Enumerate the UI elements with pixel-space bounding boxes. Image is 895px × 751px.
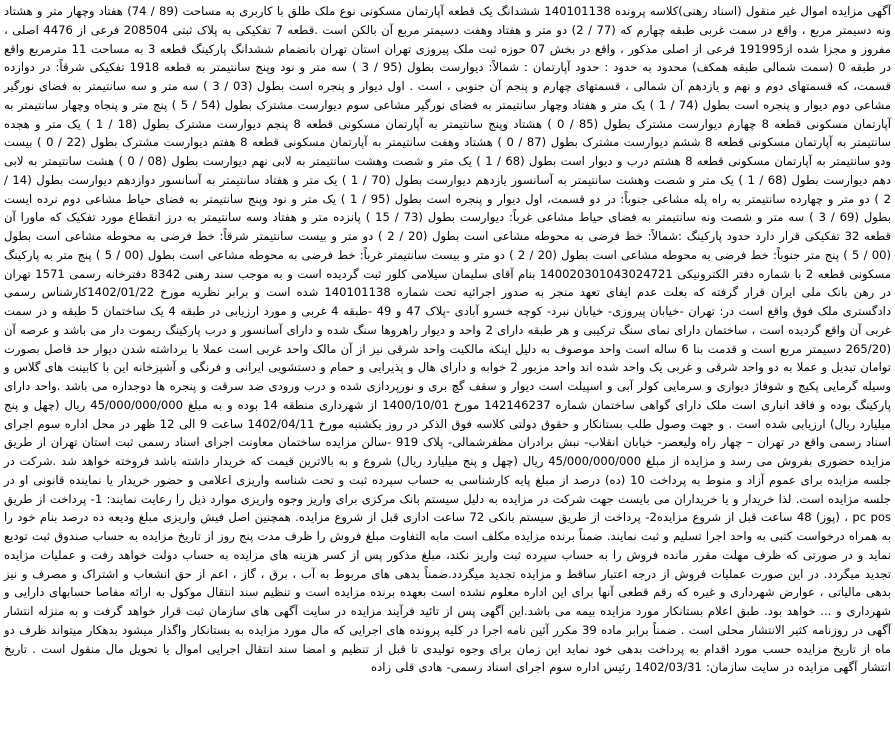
auction-notice-body-text: آگهی مزایده اموال غیر منقول (اسناد رهنی)کلاسه پرونده 140101138 ششدانگ یک قطعه آپارتمان مسکونی نوع ملک طلق با کاربری به مساحت (89 / 74) هفتاد وچهار متر و هشتاد ونه دسیمتر مربع ، واقع در سمت غربی طبقه چهارم که (77 / 2) دو متر و هفتاد وهفت دسیمتر مربع آن بالکن است .قطعه 7 تفکیکی به پلاک ثبتی 208504 فرعی از 4476 اصلی ، مفروز و مجزا شده از191995 فرعی از اصلی مذکور ، واقع در بخش 07 حوزه ثبت ملک پیروزی تهران استان تهران بانضمام ششدانگ پارکینگ قطعه 3 به مساحت 11 مترمربع واقع در طبقه 0 (سمت شمالی طبقه همکف) محدود به حدود : حدود آپارتمان : شمالاً: دیوارست بطول (95 / 3 ) سه متر و نود وپنج سانتیمتر به قطعه 1918 تفکیکی شرقاً: در دوازده قسمت، که قسمتهای دوم و نهم و یازدهم آن شمالی ، قسمتهای چهارم و پنجم آن جنوبی ، است . اول دیوار و پنجره است بطول (03 / 3 ) سه متر و سه سانتیمتر به فضای نورگیر مشاعی دوم دیوار و پنجره است بطول (74 / 1 ) یک متر و هفتاد وچهار سانتیمتر به فضای نورگیر مشاعی سوم دیوارست مشترک بطول (54 / 5 ) پنج متر و پنجاه وچهار سانتیمتر به آپارتمان مسکونی قطعه 8 چهارم دیوارست مشترک بطول (85 / 0 ) هشتاد وپنج سانتیمتر به آپارتمان مسکونی قطعه 8 پنجم دیوارست مشترک بطول (18 / 1 ) یک متر و هجده سانتیمتر به آپارتمان مسکونی قطعه 8 ششم دیوارست مشترک بطول (87 / 0 ) هشتاد وهفت سانتیمتر به آپارتمان مسکونی قطعه 8 هفتم دیوارست مشترک بطول (22 / 0 ) بیست ودو سانتیمتر به آپارتمان مسکونی قطعه 8 هشتم درب و دیوار است بطول (68 / 1 ) یک متر و شصت وهشت سانتیمتر به لابی نهم دیوارست بطول (08 / 0 ) هشت سانتیمتر به لابی دهم دیوارست بطول (68 / 1 ) یک متر و شصت وهشت سانتیمتر به آسانسور یازدهم دیوارست بطول (70 / 1 ) یک متر و هفتاد سانتیمتر به آسانسور دوازدهم دیوارست بطول (14 / 2 ) دو متر و چهارده سانتیمتر به راه پله مشاعی جنوباً: در دو قسمت، اول دیوار و پنجره است بطول (95 / 1 ) یک متر و نود وپنج سانتیمتر به فضای حیاط مشاعی دوم نرده ایست بطول (69 / 3 ) سه متر و شصت ونه سانتیمتر به فضای حیاط مشاعی غرباً: دیوارست بطول (73 / 15 ) پانزده متر و هفتاد وسه سانتیمتر به درز انقطاع مورد تفکیک که ماورا آن قطعه 32 تفکیکی قرار دارد حدود پارکینگ :شمالاً: خط فرضی به محوطه مشاعی است بطول (20 / 2 ) دو متر و بیست سانتیمتر شرقاً: خط فرضی به محوطه مشاعی است بطول (00 / 5 ) پنج متر جنوباً: خط فرضی به محوطه مشاعی است بطول (20 / 2 ) دو متر و بیست سانتیمتر غرباً: خط فرضی به محوطه مشاعی است بطول (00 / 5 ) پنج متر به پارکینگ مسکونی قطعه 2 با شماره دفتر الکترونیکی 140020301043024721 بنام آقای سلیمان سیلامی کلور ثبت گردیده است و به موجب سند رهنی 8342 دفترخانه رسمی 1571 تهران در رهن بانک ملی ایران قرار گرفته که بعلت عدم ایفای تعهد منجر به صدور اجرائیه تحت شماره 140101138 شده است و برابر نظریه مورخ 1402/01/22کارشناس رسمی دادگستری ملک فوق واقع است در: تهران -خیابان پیروزی- خیابان نبرد- کوچه خسرو آبادی -پلاک 47 و 49 -طبقه 4 غربی و مورد ارزیابی در طبقه 4 یک ساختمان 5 طبقه و در سمت غربی آن واقع گردیده است ، ساختمان دارای نمای سنگ ترکیبی و هر طبقه دارای 2 واحد و دیوار راهروها سنگ شده و دارای آسانسور و درب پارکینگ ریموت دار می باشد و عرصه آن (265/20 دسیمتر مربع است و قدمت بنا 6 ساله است واحد موصوف به دلیل اینکه مالکیت واحد شرقی نیز از آن مالک واحد غربی است عملا با برداشته شدن دیوار حد فاصل بصورت توامان تبدیل و عملا به دو واحد شرقی و غربی یک واحد شده اند واحد مزبور 2 خوابه و دارای هال و پذیرایی و حمام و دستشویی ایرانی و فرنگی و آشپزخانه این با کابینت های گلاس و وسیله گرمایی پکیج و شوفاژ دیواری و سرمایی کولر آبی و اسپیلت است دیوار و سقف گچ بری و نورپردازی شده و درب ورودی ضد سرقت و پنجره ها دوجداره می باشد .واحد دارای پارکینگ بوده و فاقد انباری است ملک دارای گواهی ساختمان شماره 142146237 مورخ 1400/10/01 از شهرداری منطقه 14 بوده و به مبلغ 45/000/000/000 ریال (چهل و پنج میلیارد ریال) ارزیابی شده است . و جهت وصول طلب بستانکار و حقوق دولتی کلاسه فوق الذکر در روز یکشنبه مورخ 1402/04/11 ساعت 9 الی 12 ظهر در محل اداره سوم اجرای اسناد رسمی واقع در تهران – چهار راه ولیعصر- خیابان انقلاب- نبش برادران مظفرشمالی- پلاک 919 -سالن مزایده ساختمان معاونت اجرای اسناد رسمی ثبت استان تهران از طریق مزایده حضوری بفروش می رسد و مزایده از مبلغ 45/000/000/000 ریال (چهل و پنج میلیارد ریال) شروع و به بالاترین قیمت که خریدار داشته باشد فروخته خواهد شد .شرکت در جلسه مزایده برای عموم آزاد و منوط به پرداخت 10 (ده) درصد از مبلغ پایه کارشناسی به حساب سپرده ثبت و تحت شناسه واریزی اعلامی و حضور خریدار یا نماینده قانونی او در جلسه مزایده است. لذا خریدار و یا خریداران می بایست جهت شرکت در مزایده به دلیل سیستم بانک مرکزی برای واریز وجوه واریزی موارد ذیل را رعایت نمایند: 1- پرداخت از طریق pc pos ، (پوز) 48 ساعت قبل از شروع مزایده2- پرداخت از طریق سیستم بانکی 72 ساعت اداری قبل از شروع مزایده. همچنین اصل فیش واریزی مبلغ ودیعه ده درصد بنام خود را به همراه درخواست کتبی به واحد اجرا تسلیم و ثبت نمایند. ضمناً برنده مزایده مکلف است مابه التفاوت مبلغ فروش را ظرف مدت پنج روز از تاریخ مزایده به حساب صندوق ثبت تودیع نماید و در صورتی که ظرف مهلت مقرر مانده فروش را به حساب سپرده ثبت واریز نکند، مبلغ مذکور پس از کسر هزینه های مزایده به حساب دولت خواهد رفت و عملیات مزایده تجدید میگردد. در این صورت عملیات فروش از درجه اعتبار ساقط و مزایده تجدید میگردد.ضمناً بدهی های مربوط به آب ، برق ، گاز ، اعم از حق انشعاب و اشتراک و مصرف و نیز بدهی مالیاتی ، عوارض شهرداری و غیره که رقم قطعی آنها برای این اداره معلوم نشده است بعهده برنده مزایده است و تنظیم سند انتقال موکول به ارائه مفاصا حسابهای دارایی و شهرداری و ... خواهد بود. طبق اعلام بستانکار مورد مزایده بیمه می باشد.این آگهی پس از تائید فرآیند مزایده در سایت آگهی های سازمان ثبت قرار خواهد گرفت و به منزله انتشار آگهی در روزنامه کثیر الانتشار محلی است . ضمناً برابر ماده 39 مکرر آئین نامه اجرا در کلیه پرونده های اجرایی که مال مورد مزایده به بستانکار واگذار میشود بدهکار میتواند ظرف دو ماه از تاریخ مزایده حسب مورد اقدام به پرداخت بدهی خود نماید این زمان برای وجوه تولیدی تا قبل از تنظیم و امضا سند انتقال اجرایی اموال یا تحویل مال منقول است . تاریخ انتشار آگهی مزایده در سایت سازمان: 1402/03/31 رئیس اداره سوم اجرای اسناد رسمی- هادی قلی زاده [4,4,892,675]
